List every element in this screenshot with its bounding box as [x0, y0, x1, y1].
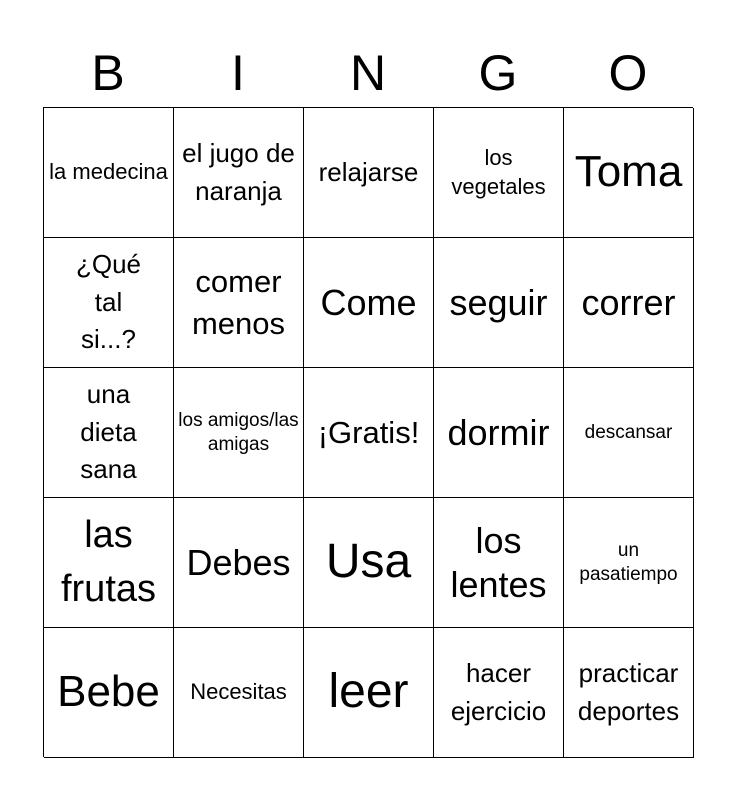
cell-text: descansar	[584, 421, 673, 443]
cell-text: una dieta sana	[80, 378, 137, 485]
cell-text: seguir	[449, 281, 548, 323]
cell-text: los vegetales	[451, 144, 546, 199]
bingo-cell-r3-c1[interactable]	[174, 498, 304, 628]
cell-text: practicar deportes	[577, 657, 680, 726]
bingo-cell-r3-c4[interactable]	[564, 498, 694, 628]
cell-text: las frutas	[60, 514, 157, 610]
cell-text: Necesitas	[190, 679, 287, 705]
bingo-header	[43, 40, 693, 106]
cell-text: correr	[581, 281, 676, 323]
cell-text: Toma	[574, 147, 683, 197]
bingo-cell-r2-c2[interactable]	[304, 368, 434, 498]
bingo-cell-r4-c4[interactable]	[564, 628, 694, 758]
bingo-cell-r0-c4[interactable]	[564, 108, 694, 238]
cell-text: Debes	[186, 541, 291, 583]
cell-text: Usa	[325, 535, 412, 589]
cell-text: Bebe	[57, 667, 160, 717]
bingo-cell-r3-c3[interactable]	[434, 498, 564, 628]
header-letter-b: B	[91, 45, 125, 101]
bingo-cell-r0-c2[interactable]	[304, 108, 434, 238]
bingo-cell-r0-c0[interactable]	[44, 108, 174, 238]
bingo-cell-r4-c0[interactable]	[44, 628, 174, 758]
bingo-cell-r3-c2[interactable]	[304, 498, 434, 628]
header-letter-n: N	[349, 45, 387, 101]
bingo-cell-r3-c0[interactable]	[44, 498, 174, 628]
bingo-cell-r4-c1[interactable]	[174, 628, 304, 758]
cell-text: los amigos/las amigas	[178, 409, 299, 455]
bingo-cell-r2-c4[interactable]	[564, 368, 694, 498]
header-letter-g: G	[478, 45, 518, 101]
cell-text: un pasatiempo	[579, 539, 678, 585]
bingo-cell-r2-c1[interactable]	[174, 368, 304, 498]
bingo-cell-r1-c2[interactable]	[304, 238, 434, 368]
cell-text: ¿Qué tal si...?	[75, 248, 142, 355]
cell-text: comer menos	[191, 263, 286, 341]
bingo-cell-r0-c1[interactable]	[174, 108, 304, 238]
bingo-cell-r4-c2[interactable]	[304, 628, 434, 758]
cell-text: la medecina	[49, 159, 168, 185]
bingo-cell-r1-c1[interactable]	[174, 238, 304, 368]
bingo-cell-r4-c3[interactable]	[434, 628, 564, 758]
cell-text: hacer ejercicio	[450, 657, 547, 726]
bingo-cell-r2-c3[interactable]	[434, 368, 564, 498]
bingo-cell-r1-c4[interactable]	[564, 238, 694, 368]
cell-text: dormir	[447, 411, 550, 453]
header-letter-o: O	[608, 45, 648, 101]
bingo-board	[43, 107, 693, 757]
bingo-cell-r2-c0[interactable]	[44, 368, 174, 498]
cell-text: leer	[328, 665, 409, 719]
bingo-cell-r1-c3[interactable]	[434, 238, 564, 368]
cell-text: el jugo de naranja	[182, 137, 295, 206]
cell-text: ¡Gratis!	[317, 414, 420, 450]
cell-text: los lentes	[450, 520, 547, 605]
bingo-cell-r0-c3[interactable]	[434, 108, 564, 238]
bingo-cell-r1-c0[interactable]	[44, 238, 174, 368]
cell-text: Come	[320, 281, 417, 323]
cell-text: relajarse	[318, 156, 419, 187]
header-letter-i: I	[231, 45, 245, 101]
